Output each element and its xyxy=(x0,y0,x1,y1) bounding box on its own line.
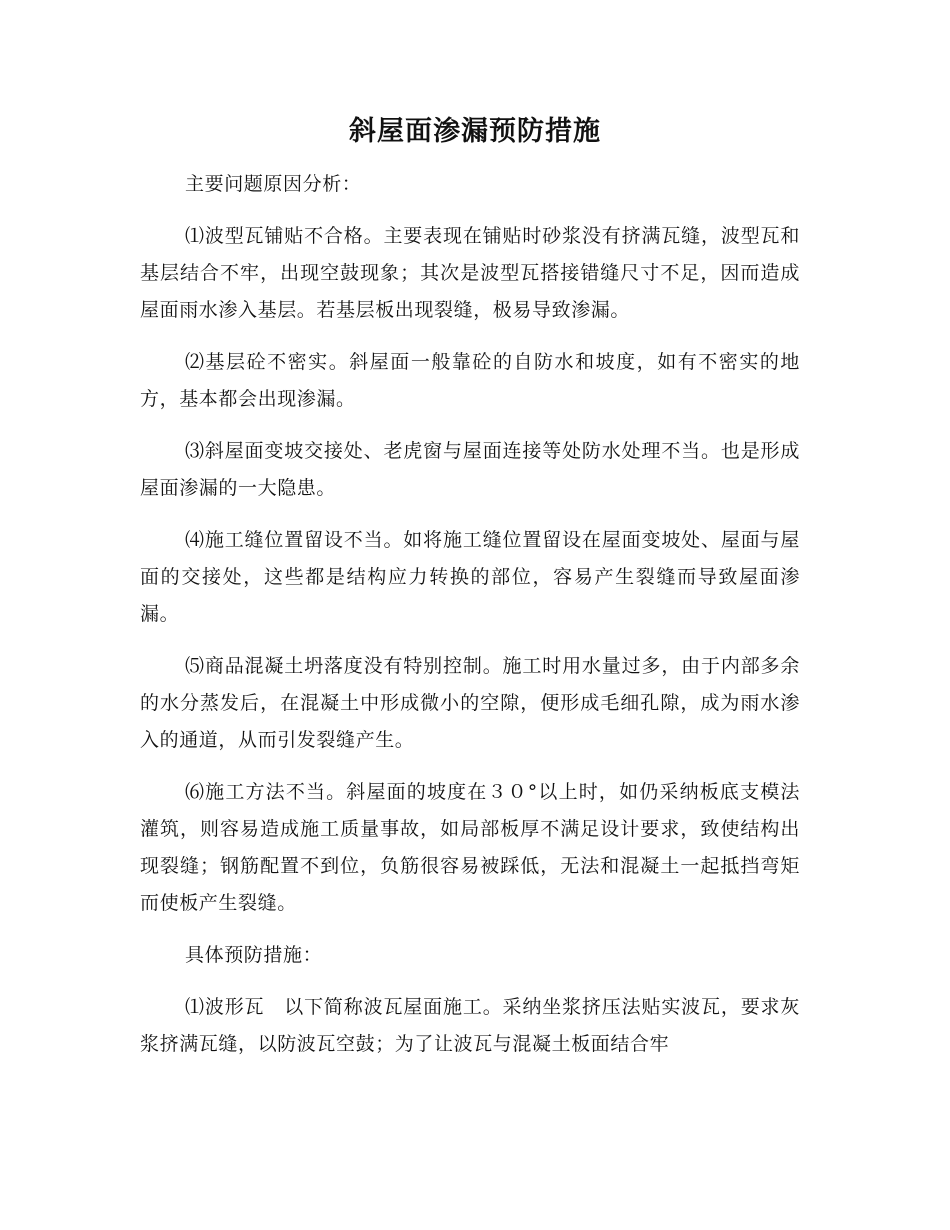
cause-paragraph-3: ⑶斜屋面变坡交接处、老虎窗与屋面连接等处防水处理不当。也是形成屋面渗漏的一大隐患。 xyxy=(140,440,800,499)
document-title: 斜屋面渗漏预防措施 xyxy=(349,116,601,147)
cause-paragraph-1: ⑴波型瓦铺贴不合格。主要表现在铺贴时砂浆没有挤满瓦缝，波型瓦和基层结合不牢，出现空鼓现象；其次是波型瓦搭接错缝尺寸不足，因而造成屋面雨水渗入基层。若基层板出现裂缝，极易导致渗漏。 xyxy=(140,225,800,321)
document-body xyxy=(140,166,800,1078)
cause-paragraph-4: ⑷施工缝位置留设不当。如将施工缝位置留设在屋面变坡处、屋面与屋面的交接处，这些都是结构应力转换的部位，容易产生裂缝而导致屋面渗漏。 xyxy=(140,529,800,625)
section-heading-measures: 具体预防措施： xyxy=(185,944,323,966)
cause-paragraph-6: ⑹施工方法不当。斜屋面的坡度在３０°以上时，如仍采纳板底支模法灌筑，则容易造成施工质量事故，如局部板厚不满足设计要求，致使结构出现裂缝；钢筋配置不到位，负筋很容易被踩低，无法和混凝土一起抵挡弯矩而使板产生裂缝。 xyxy=(140,781,800,914)
measure-paragraph-1: ⑴波形瓦 以下简称波瓦屋面施工。采纳坐浆挤压法贴实波瓦，要求灰浆挤满瓦缝，以防波瓦空鼓；为了让波瓦与混凝土板面结合牢 xyxy=(140,996,800,1055)
cause-paragraph-5: ⑸商品混凝土坍落度没有特别控制。施工时用水量过多，由于内部多余的水分蒸发后，在混凝土中形成微小的空隙，便形成毛细孔隙，成为雨水渗入的通道，从而引发裂缝产生。 xyxy=(140,655,800,751)
cause-paragraph-2: ⑵基层砼不密实。斜屋面一般靠砼的自防水和坡度，如有不密实的地方，基本都会出现渗漏。 xyxy=(140,351,800,410)
section-heading-causes: 主要问题原因分析： xyxy=(185,173,362,195)
